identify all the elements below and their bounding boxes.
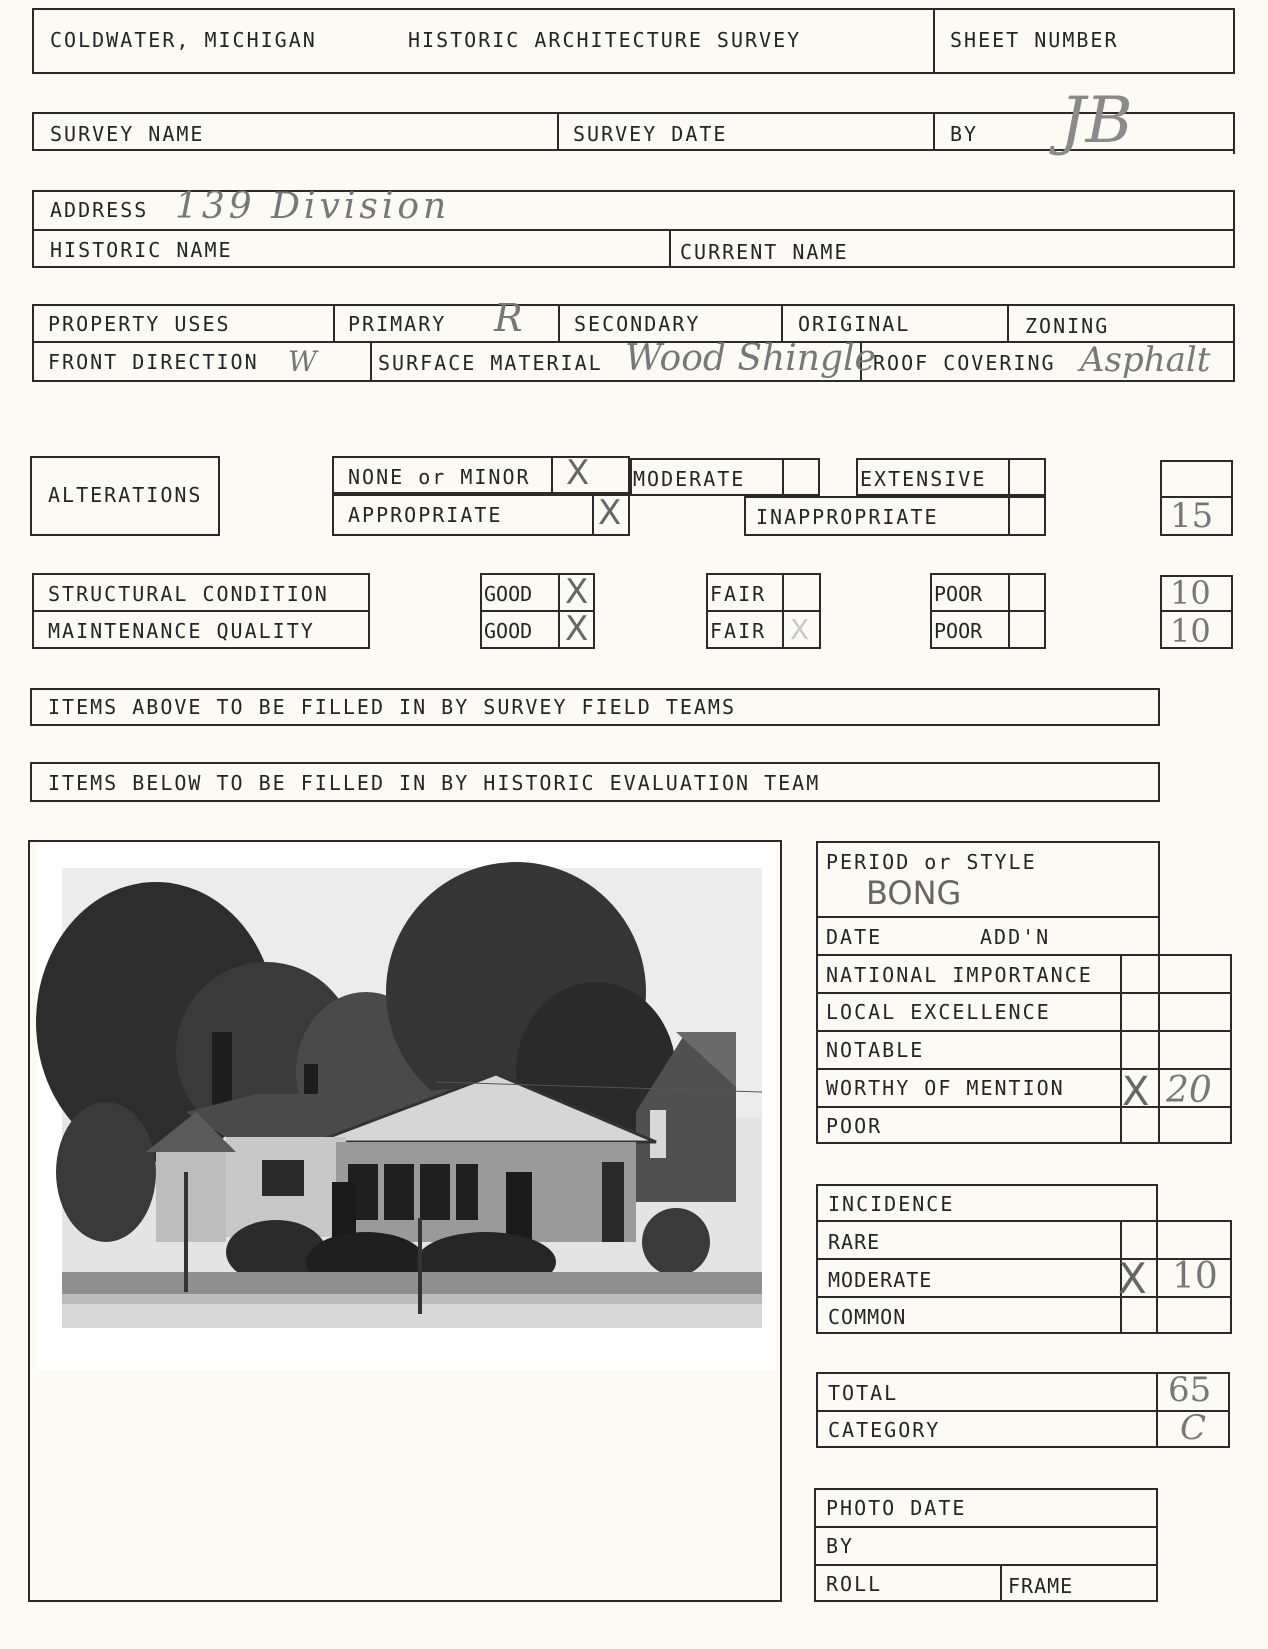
property-divider-4 bbox=[1007, 304, 1009, 342]
national-label: NATIONAL IMPORTANCE bbox=[826, 963, 1093, 987]
frame-label: FRAME bbox=[1008, 1574, 1074, 1598]
address-row-line bbox=[32, 229, 1235, 231]
house-photograph bbox=[36, 842, 776, 1370]
date-label: DATE bbox=[826, 925, 883, 949]
poor-label-1: POOR bbox=[934, 582, 983, 606]
address-label: ADDRESS bbox=[50, 198, 149, 222]
condition-row-line bbox=[32, 610, 370, 612]
zoning-label: ZONING bbox=[1025, 314, 1110, 338]
eval-poor-label: POOR bbox=[826, 1114, 883, 1138]
address-divider bbox=[669, 229, 671, 268]
totals-div bbox=[1156, 1372, 1158, 1448]
header-divider bbox=[933, 8, 935, 74]
survey-row-divider-1 bbox=[557, 112, 559, 151]
photo-date-label: PHOTO DATE bbox=[826, 1496, 967, 1520]
primary-label: PRIMARY bbox=[348, 312, 447, 336]
good-label-1: GOOD bbox=[484, 582, 533, 606]
original-label: ORIGINAL bbox=[798, 312, 911, 336]
primary-value: R bbox=[494, 296, 523, 340]
by-signature: JB bbox=[1060, 84, 1133, 158]
extensive-label: EXTENSIVE bbox=[860, 467, 987, 491]
historic-name-label: HISTORIC NAME bbox=[50, 238, 233, 262]
secondary-label: SECONDARY bbox=[574, 312, 701, 336]
maintenance-label: MAINTENANCE QUALITY bbox=[48, 619, 315, 643]
by-label: BY bbox=[950, 122, 979, 146]
property-uses-label: PROPERTY USES bbox=[48, 312, 231, 336]
current-name-label: CURRENT NAME bbox=[680, 240, 849, 264]
note-below: ITEMS BELOW TO BE FILLED IN BY HISTORIC EVALUATION TEAM bbox=[48, 771, 821, 795]
roof-covering-value: Asphalt bbox=[1080, 340, 1211, 380]
maintenance-fair-mark: X bbox=[790, 613, 810, 646]
property-divider-2 bbox=[558, 304, 560, 342]
eval-score-col bbox=[1158, 954, 1232, 1144]
roof-covering-label: ROOF COVERING bbox=[873, 351, 1056, 375]
note-above: ITEMS ABOVE TO BE FILLED IN BY SURVEY FIELD TEAMS bbox=[48, 695, 737, 719]
incidence-moderate-label: MODERATE bbox=[828, 1268, 933, 1292]
structural-good-mark: X bbox=[565, 572, 589, 612]
appropriate-mark: X bbox=[598, 493, 622, 533]
period-value: BONG bbox=[866, 874, 962, 912]
none-minor-label: NONE or MINOR bbox=[348, 465, 531, 489]
fair-row-line bbox=[706, 610, 821, 612]
front-direction-label: FRONT DIRECTION bbox=[48, 350, 259, 374]
roll-label: ROLL bbox=[826, 1572, 883, 1596]
property-divider-1 bbox=[333, 304, 335, 342]
moderate-label: MODERATE bbox=[633, 467, 746, 491]
alterations-label: ALTERATIONS bbox=[48, 483, 203, 507]
fair-check-div bbox=[782, 573, 784, 649]
period-label: PERIOD or STYLE bbox=[826, 850, 1037, 874]
none-minor-mark: X bbox=[566, 453, 590, 493]
category-value: C bbox=[1180, 1408, 1207, 1448]
photo-info-line-2 bbox=[814, 1564, 1158, 1566]
worthy-mark: X bbox=[1122, 1069, 1150, 1115]
inappropriate-label: INAPPROPRIATE bbox=[756, 505, 939, 529]
alterations-score: 15 bbox=[1170, 496, 1214, 536]
none-minor-check-div bbox=[551, 456, 553, 494]
good-label-2: GOOD bbox=[484, 619, 533, 643]
survey-name-label: SURVEY NAME bbox=[50, 122, 205, 146]
house-photo-image bbox=[36, 842, 776, 1370]
surface-material-value: Wood Shingle bbox=[625, 338, 876, 379]
category-label: CATEGORY bbox=[828, 1418, 941, 1442]
structural-label: STRUCTURAL CONDITION bbox=[48, 582, 329, 606]
city-label: COLDWATER, MICHIGAN bbox=[50, 28, 317, 52]
photo-info-div bbox=[1000, 1564, 1002, 1602]
extensive-check-div bbox=[1008, 458, 1010, 496]
poor-check-div bbox=[1008, 573, 1010, 649]
property-divider-3 bbox=[781, 304, 783, 342]
fair-label-2: FAIR bbox=[710, 619, 767, 643]
front-direction-value: W bbox=[288, 345, 317, 378]
photo-info-line-1 bbox=[814, 1526, 1158, 1528]
surface-material-label: SURFACE MATERIAL bbox=[378, 351, 603, 375]
incidence-moderate-score: 10 bbox=[1172, 1256, 1218, 1297]
poor-row-line bbox=[930, 610, 1046, 612]
appropriate-check-div bbox=[592, 494, 594, 536]
incidence-moderate-mark: X bbox=[1118, 1254, 1147, 1303]
photo-by-label: BY bbox=[826, 1534, 855, 1558]
eval-check-div bbox=[1120, 954, 1122, 1144]
property-divider-5 bbox=[370, 341, 372, 382]
survey-title: HISTORIC ARCHITECTURE SURVEY bbox=[408, 28, 802, 52]
inappropriate-check-div bbox=[1008, 496, 1010, 536]
poor-label-2: POOR bbox=[934, 619, 983, 643]
good-check-div bbox=[558, 573, 560, 649]
notable-label: NOTABLE bbox=[826, 1038, 925, 1062]
maintenance-good-mark: X bbox=[565, 609, 589, 649]
local-label: LOCAL EXCELLENCE bbox=[826, 1000, 1051, 1024]
eval-line-1 bbox=[816, 916, 1160, 918]
rare-label: RARE bbox=[828, 1230, 881, 1254]
total-value: 65 bbox=[1168, 1370, 1212, 1410]
worthy-score: 20 bbox=[1166, 1070, 1212, 1111]
fair-label-1: FAIR bbox=[710, 582, 767, 606]
survey-row-end bbox=[1233, 112, 1235, 154]
survey-row-divider-2 bbox=[933, 112, 935, 151]
incidence-label: INCIDENCE bbox=[828, 1192, 955, 1216]
structural-score: 10 bbox=[1170, 574, 1211, 612]
common-label: COMMON bbox=[828, 1305, 907, 1329]
total-label: TOTAL bbox=[828, 1381, 899, 1405]
moderate-check-div bbox=[782, 458, 784, 496]
sheet-number-label: SHEET NUMBER bbox=[950, 28, 1119, 52]
appropriate-label: APPROPRIATE bbox=[348, 503, 503, 527]
maintenance-score: 10 bbox=[1170, 612, 1211, 650]
addn-label: ADD'N bbox=[980, 925, 1051, 949]
address-value: 139 Division bbox=[175, 186, 451, 227]
survey-date-label: SURVEY DATE bbox=[573, 122, 728, 146]
totals-line bbox=[816, 1410, 1230, 1412]
worthy-label: WORTHY OF MENTION bbox=[826, 1076, 1065, 1100]
